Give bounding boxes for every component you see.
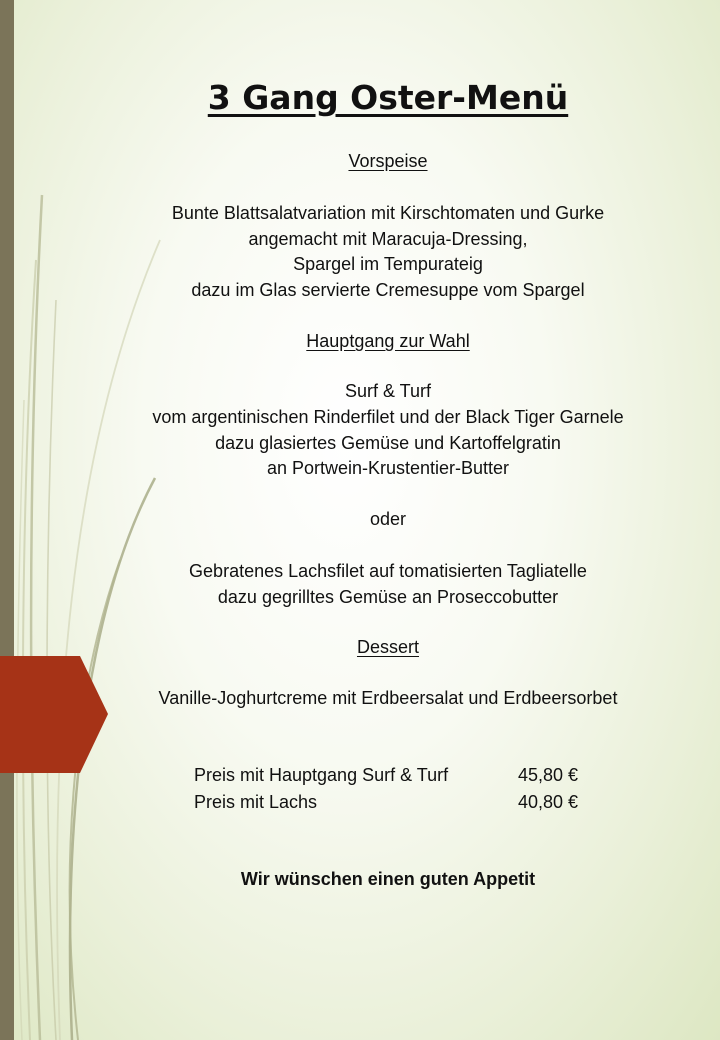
dessert-heading: Dessert (356, 637, 419, 657)
price-row (194, 789, 594, 816)
starter-line: dazu im Glas servierte Cremesuppe vom Spargel (191, 280, 585, 300)
main-option-1-line: an Portwein-Krustentier-Butter (266, 458, 510, 478)
main-option-2-line: dazu gegrilltes Gemüse an Proseccobutter (217, 587, 559, 607)
main-option-1-line: vom argentinischen Rinderfilet und der Black Tiger Garnele (152, 407, 624, 427)
price-label: Preis mit Hauptgang Surf & Turf (194, 765, 449, 785)
starter-line: angemacht mit Maracuja-Dressing, (248, 229, 528, 249)
dessert-line: Vanille-Joghurtcreme mit Erdbeersalat und Erdbeersorbet (158, 688, 618, 708)
main-course-heading: Hauptgang zur Wahl (306, 331, 470, 351)
price-row (194, 762, 594, 789)
price-list (194, 762, 594, 816)
closing-message: Wir wünschen einen guten Appetit (240, 869, 536, 889)
price-value: 45,80 € (518, 765, 579, 785)
red-arrow-marker (0, 656, 108, 773)
main-option-1-line: Surf & Turf (344, 381, 432, 401)
main-option-2-line: Gebratenes Lachsfilet auf tomatisierten Tagliatelle (189, 561, 587, 581)
starter-line: Spargel im Tempurateig (293, 254, 483, 274)
main-option-1-line: dazu glasiertes Gemüse und Kartoffelgratin (215, 433, 561, 453)
or-separator: oder (369, 509, 407, 529)
menu-title: 3 Gang Oster-Menü (207, 78, 569, 117)
starter-heading: Vorspeise (348, 151, 428, 171)
price-value: 40,80 € (518, 792, 579, 812)
starter-line: Bunte Blattsalatvariation mit Kirschtomaten und Gurke (171, 203, 605, 223)
price-label: Preis mit Lachs (194, 792, 318, 812)
